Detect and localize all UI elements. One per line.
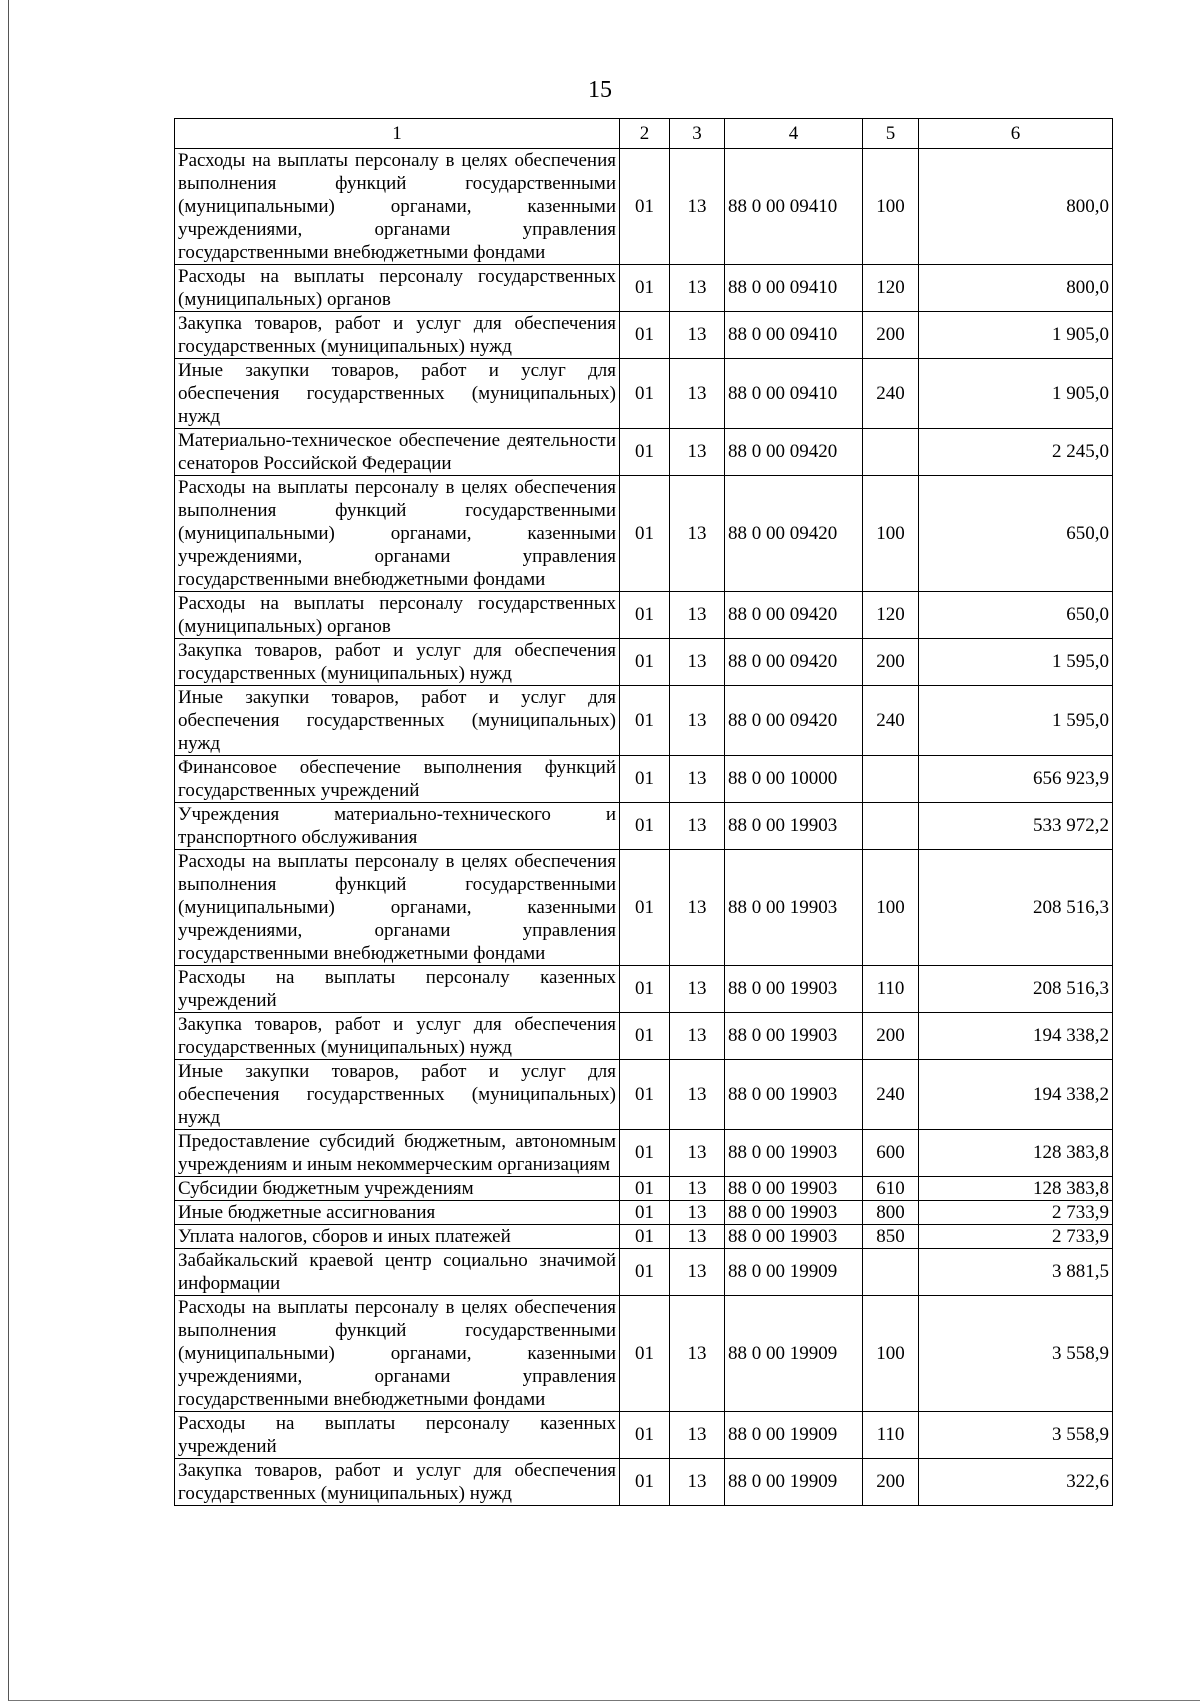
- row-name-cell: Закупка товаров, работ и услуг для обеспечения государственных (муниципальных) нужд: [175, 1459, 620, 1506]
- target-article-cell: 88 0 00 19903: [725, 1225, 863, 1249]
- expense-type-cell: 110: [863, 1412, 919, 1459]
- row-name-cell: Иные закупки товаров, работ и услуг для обеспечения государственных (муниципальных) нужд: [175, 686, 620, 756]
- header-col-1: 1: [175, 119, 620, 149]
- table-row: [175, 1459, 1113, 1506]
- target-article-cell: 88 0 00 09420: [725, 639, 863, 686]
- section-code-cell: 01: [620, 476, 670, 592]
- table-row: [175, 149, 1113, 265]
- row-name-cell: Расходы на выплаты персоналу в целях обеспечения выполнения функций государственными (муниципальными) органами, казенными учреждениями, органами управления государственными внебюджетными фондами: [175, 476, 620, 592]
- subsection-code-cell: 13: [670, 1249, 725, 1296]
- row-name-cell: Материально-техническое обеспечение деятельности сенаторов Российской Федерации: [175, 429, 620, 476]
- page-number: 15: [588, 77, 612, 103]
- amount-cell: 2 245,0: [919, 429, 1113, 476]
- expense-type-cell: 100: [863, 1296, 919, 1412]
- row-name-cell: Закупка товаров, работ и услуг для обеспечения государственных (муниципальных) нужд: [175, 639, 620, 686]
- target-article-cell: 88 0 00 19909: [725, 1249, 863, 1296]
- section-code-cell: 01: [620, 1201, 670, 1225]
- expense-type-cell: 100: [863, 850, 919, 966]
- amount-cell: 1 595,0: [919, 639, 1113, 686]
- amount-cell: 1 905,0: [919, 312, 1113, 359]
- section-code-cell: 01: [620, 429, 670, 476]
- target-article-cell: 88 0 00 19903: [725, 1201, 863, 1225]
- subsection-code-cell: 13: [670, 756, 725, 803]
- row-name-cell: Забайкальский краевой центр социально значимой информации: [175, 1249, 620, 1296]
- row-name-cell: Закупка товаров, работ и услуг для обеспечения государственных (муниципальных) нужд: [175, 1013, 620, 1060]
- header-col-5: 5: [863, 119, 919, 149]
- expense-type-cell: 100: [863, 149, 919, 265]
- row-name-cell: Иные закупки товаров, работ и услуг для обеспечения государственных (муниципальных) нужд: [175, 359, 620, 429]
- header-row: [175, 119, 1113, 149]
- expense-type-cell: 800: [863, 1201, 919, 1225]
- section-code-cell: 01: [620, 1013, 670, 1060]
- table-row: [175, 429, 1113, 476]
- expense-type-cell: 110: [863, 966, 919, 1013]
- table-row: [175, 265, 1113, 312]
- section-code-cell: 01: [620, 1177, 670, 1201]
- target-article-cell: 88 0 00 09420: [725, 686, 863, 756]
- expense-type-cell: 100: [863, 476, 919, 592]
- section-code-cell: 01: [620, 1249, 670, 1296]
- amount-cell: 3 558,9: [919, 1412, 1113, 1459]
- table-row: [175, 476, 1113, 592]
- subsection-code-cell: 13: [670, 1201, 725, 1225]
- table-row: [175, 1130, 1113, 1177]
- subsection-code-cell: 13: [670, 1296, 725, 1412]
- section-code-cell: 01: [620, 756, 670, 803]
- header-col-6: 6: [919, 119, 1113, 149]
- row-name-cell: Расходы на выплаты персоналу государственных (муниципальных) органов: [175, 592, 620, 639]
- subsection-code-cell: 13: [670, 803, 725, 850]
- table-row: [175, 1249, 1113, 1296]
- section-code-cell: 01: [620, 1412, 670, 1459]
- expense-type-cell: 610: [863, 1177, 919, 1201]
- section-code-cell: 01: [620, 1130, 670, 1177]
- expense-type-cell: [863, 803, 919, 850]
- row-name-cell: Закупка товаров, работ и услуг для обеспечения государственных (муниципальных) нужд: [175, 312, 620, 359]
- subsection-code-cell: 13: [670, 639, 725, 686]
- table-row: [175, 1013, 1113, 1060]
- table-row: [175, 756, 1113, 803]
- amount-cell: 650,0: [919, 592, 1113, 639]
- table-row: [175, 1177, 1113, 1201]
- row-name-cell: Расходы на выплаты персоналу государственных (муниципальных) органов: [175, 265, 620, 312]
- section-code-cell: 01: [620, 803, 670, 850]
- amount-cell: 128 383,8: [919, 1177, 1113, 1201]
- row-name-cell: Финансовое обеспечение выполнения функций государственных учреждений: [175, 756, 620, 803]
- target-article-cell: 88 0 00 19903: [725, 1177, 863, 1201]
- row-name-cell: Расходы на выплаты персоналу в целях обеспечения выполнения функций государственными (муниципальными) органами, казенными учреждениями, органами управления государственными внебюджетными фондами: [175, 850, 620, 966]
- target-article-cell: 88 0 00 09410: [725, 359, 863, 429]
- row-name-cell: Уплата налогов, сборов и иных платежей: [175, 1225, 620, 1249]
- amount-cell: 208 516,3: [919, 850, 1113, 966]
- section-code-cell: 01: [620, 1459, 670, 1506]
- budget-table: [174, 118, 1113, 1506]
- amount-cell: 194 338,2: [919, 1060, 1113, 1130]
- expense-type-cell: 240: [863, 686, 919, 756]
- subsection-code-cell: 13: [670, 686, 725, 756]
- expense-type-cell: 200: [863, 312, 919, 359]
- table-row: [175, 1201, 1113, 1225]
- amount-cell: 208 516,3: [919, 966, 1113, 1013]
- subsection-code-cell: 13: [670, 429, 725, 476]
- target-article-cell: 88 0 00 19903: [725, 1060, 863, 1130]
- table-row: [175, 966, 1113, 1013]
- amount-cell: 533 972,2: [919, 803, 1113, 850]
- expense-type-cell: 240: [863, 359, 919, 429]
- row-name-cell: Иные бюджетные ассигнования: [175, 1201, 620, 1225]
- amount-cell: 1 905,0: [919, 359, 1113, 429]
- amount-cell: 800,0: [919, 265, 1113, 312]
- section-code-cell: 01: [620, 966, 670, 1013]
- amount-cell: 3 558,9: [919, 1296, 1113, 1412]
- target-article-cell: 88 0 00 19903: [725, 850, 863, 966]
- subsection-code-cell: 13: [670, 1060, 725, 1130]
- section-code-cell: 01: [620, 1225, 670, 1249]
- row-name-cell: Предоставление субсидий бюджетным, автономным учреждениям и иным некоммерческим организациям: [175, 1130, 620, 1177]
- section-code-cell: 01: [620, 1296, 670, 1412]
- row-name-cell: Расходы на выплаты персоналу в целях обеспечения выполнения функций государственными (муниципальными) органами, казенными учреждениями, органами управления государственными внебюджетными фондами: [175, 149, 620, 265]
- row-name-cell: Учреждения материально-технического и транспортного обслуживания: [175, 803, 620, 850]
- subsection-code-cell: 13: [670, 1130, 725, 1177]
- expense-type-cell: [863, 1249, 919, 1296]
- target-article-cell: 88 0 00 09420: [725, 476, 863, 592]
- target-article-cell: 88 0 00 09420: [725, 429, 863, 476]
- section-code-cell: 01: [620, 149, 670, 265]
- subsection-code-cell: 13: [670, 966, 725, 1013]
- amount-cell: 1 595,0: [919, 686, 1113, 756]
- amount-cell: 800,0: [919, 149, 1113, 265]
- section-code-cell: 01: [620, 639, 670, 686]
- section-code-cell: 01: [620, 265, 670, 312]
- subsection-code-cell: 13: [670, 265, 725, 312]
- amount-cell: 322,6: [919, 1459, 1113, 1506]
- row-name-cell: Субсидии бюджетным учреждениям: [175, 1177, 620, 1201]
- expense-type-cell: 240: [863, 1060, 919, 1130]
- row-name-cell: Расходы на выплаты персоналу казенных учреждений: [175, 966, 620, 1013]
- expense-type-cell: 850: [863, 1225, 919, 1249]
- section-code-cell: 01: [620, 1060, 670, 1130]
- row-name-cell: Расходы на выплаты персоналу казенных учреждений: [175, 1412, 620, 1459]
- amount-cell: 2 733,9: [919, 1225, 1113, 1249]
- subsection-code-cell: 13: [670, 359, 725, 429]
- target-article-cell: 88 0 00 09410: [725, 149, 863, 265]
- table-row: [175, 1060, 1113, 1130]
- subsection-code-cell: 13: [670, 1013, 725, 1060]
- target-article-cell: 88 0 00 19903: [725, 803, 863, 850]
- target-article-cell: 88 0 00 19909: [725, 1296, 863, 1412]
- target-article-cell: 88 0 00 09420: [725, 592, 863, 639]
- expense-type-cell: 200: [863, 1459, 919, 1506]
- amount-cell: 194 338,2: [919, 1013, 1113, 1060]
- amount-cell: 650,0: [919, 476, 1113, 592]
- subsection-code-cell: 13: [670, 1177, 725, 1201]
- target-article-cell: 88 0 00 19909: [725, 1412, 863, 1459]
- table-row: [175, 592, 1113, 639]
- expense-type-cell: 200: [863, 1013, 919, 1060]
- table-row: [175, 1412, 1113, 1459]
- section-code-cell: 01: [620, 312, 670, 359]
- subsection-code-cell: 13: [670, 1225, 725, 1249]
- table-body: [175, 149, 1113, 1506]
- target-article-cell: 88 0 00 19909: [725, 1459, 863, 1506]
- section-code-cell: 01: [620, 686, 670, 756]
- subsection-code-cell: 13: [670, 476, 725, 592]
- table-row: [175, 850, 1113, 966]
- target-article-cell: 88 0 00 10000: [725, 756, 863, 803]
- expense-type-cell: 600: [863, 1130, 919, 1177]
- expense-type-cell: 120: [863, 592, 919, 639]
- amount-cell: 2 733,9: [919, 1201, 1113, 1225]
- section-code-cell: 01: [620, 850, 670, 966]
- target-article-cell: 88 0 00 09410: [725, 265, 863, 312]
- table-row: [175, 686, 1113, 756]
- header-col-4: 4: [725, 119, 863, 149]
- table-header: [175, 119, 1113, 149]
- table-row: [175, 359, 1113, 429]
- subsection-code-cell: 13: [670, 1412, 725, 1459]
- subsection-code-cell: 13: [670, 850, 725, 966]
- expense-type-cell: [863, 756, 919, 803]
- table-row: [175, 1296, 1113, 1412]
- header-col-2: 2: [620, 119, 670, 149]
- target-article-cell: 88 0 00 19903: [725, 966, 863, 1013]
- amount-cell: 3 881,5: [919, 1249, 1113, 1296]
- target-article-cell: 88 0 00 19903: [725, 1130, 863, 1177]
- subsection-code-cell: 13: [670, 1459, 725, 1506]
- target-article-cell: 88 0 00 09410: [725, 312, 863, 359]
- row-name-cell: Иные закупки товаров, работ и услуг для обеспечения государственных (муниципальных) нужд: [175, 1060, 620, 1130]
- subsection-code-cell: 13: [670, 592, 725, 639]
- amount-cell: 656 923,9: [919, 756, 1113, 803]
- expense-type-cell: [863, 429, 919, 476]
- table-row: [175, 1225, 1113, 1249]
- table-row: [175, 312, 1113, 359]
- amount-cell: 128 383,8: [919, 1130, 1113, 1177]
- header-col-3: 3: [670, 119, 725, 149]
- section-code-cell: 01: [620, 592, 670, 639]
- subsection-code-cell: 13: [670, 312, 725, 359]
- subsection-code-cell: 13: [670, 149, 725, 265]
- target-article-cell: 88 0 00 19903: [725, 1013, 863, 1060]
- expense-type-cell: 120: [863, 265, 919, 312]
- table-row: [175, 803, 1113, 850]
- table-row: [175, 639, 1113, 686]
- section-code-cell: 01: [620, 359, 670, 429]
- expense-type-cell: 200: [863, 639, 919, 686]
- row-name-cell: Расходы на выплаты персоналу в целях обеспечения выполнения функций государственными (муниципальными) органами, казенными учреждениями, органами управления государственными внебюджетными фондами: [175, 1296, 620, 1412]
